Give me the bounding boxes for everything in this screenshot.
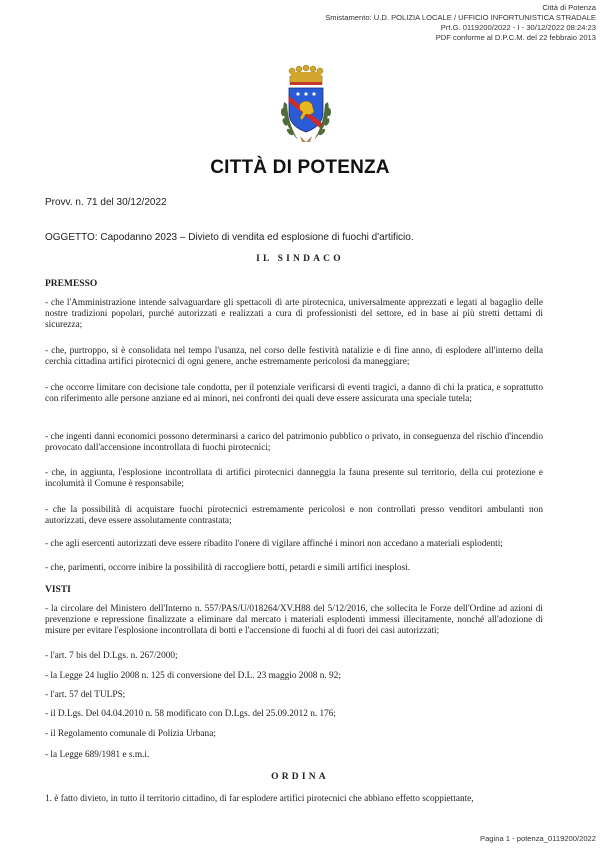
crown-icon — [289, 65, 323, 85]
visti-item: - l'art. 57 del TULPS; — [45, 690, 126, 700]
visti-item: - la Legge 24 luglio 2008 n. 125 di conversione del D.L. 23 maggio 2008 n. 92; — [45, 671, 341, 681]
provvedimento-number: Provv. n. 71 del 30/12/2022 — [45, 197, 167, 208]
ordina-item: 1. è fatto divieto, in tutto il territorio cittadino, di far esplodere artifici pirotecnici che abbiano effetto scoppiettante, — [45, 794, 474, 804]
visti-item: - il Regolamento comunale di Polizia Urbana; — [45, 729, 216, 739]
subject-line: OGGETTO: Capodanno 2023 – Divieto di vendita ed esplosione di fuochi d'artificio. — [45, 232, 414, 243]
coat-of-arms-icon — [276, 62, 336, 146]
il-sindaco-heading: IL SINDACO — [256, 254, 344, 264]
premesso-item: - che agli esercenti autorizzati deve essere ribadito l'onere di vigilare affinché i minori non accedano a materiali esplodenti; — [45, 539, 503, 549]
premesso-item: - che occorre limitare con decisione tale condotta, per il potenziale verificarsi di eventi tragici, a danno di chi la pratica, e soprattutto con riferimento alle persone anziane ed ai minori, nei confronti dei quali deve essere assicurata una speciale tutela; — [45, 383, 543, 404]
premesso-heading: PREMESSO — [45, 279, 98, 289]
protocol-stamp — [325, 3, 596, 43]
stamp-line-pdf: PDF conforme al D.P.C.M. del 22 febbraio 2013 — [435, 33, 596, 42]
visti-item: - il D.Lgs. Del 04.04.2010 n. 58 modificato con D.Lgs. del 25.09.2012 n. 176; — [45, 709, 337, 719]
page-title: CITTÀ DI POTENZA — [210, 157, 390, 178]
stamp-line-city: Città di Potenza — [542, 3, 596, 12]
visti-item: - la circolare del Ministero dell'Interno n. 557/PAS/U/018264/XV.H88 del 5/12/2016, che sollecita le Forze dell'Ordine ad azioni di prevenzione e repressione finalizzate a eliminare dal mercato i materiali esplodenti immessi illecitamente, nonché all'adozione di misure per evitare l'esplosione incontrollata di botti e l'accensione di fuochi al di fuori dei casi autorizzati; — [45, 604, 543, 636]
premesso-item: - che, parimenti, occorre inibire la possibilità di raccogliere botti, petardi e simili artifici inesplosi. — [45, 563, 411, 573]
visti-item: - la Legge 689/1981 e s.m.i. — [45, 750, 150, 760]
premesso-item: - che la possibilità di acquistare fuochi pirotecnici estremamente pericolosi e non controllati presso venditori ambulanti non autorizzati, deve essere assolutamente contrastata; — [45, 505, 543, 526]
ordina-heading: ORDINA — [271, 772, 329, 782]
shield-icon — [289, 88, 323, 132]
premesso-item: - che, purtroppo, si è consolidata nel tempo l'usanza, nel corso delle festività natalizie e di fine anno, di esplodere all'interno della cerchia cittadina artifici pirotecnici di ogni genere, anche estremamente pericolosi da maneggiare; — [45, 346, 543, 367]
stamp-line-routing: Smistamento: U.D. POLIZIA LOCALE / UFFICIO INFORTUNISTICA STRADALE — [325, 13, 596, 22]
visti-heading: VISTI — [45, 585, 71, 595]
visti-item: - l'art. 7 bis del D.Lgs. n. 267/2000; — [45, 651, 178, 661]
premesso-item: - che ingenti danni economici possono determinarsi a carico del patrimonio pubblico o privato, in conseguenza del rischio d'incendio provocato dall'accensione incontrollata di fuochi pirotecnici; — [45, 432, 543, 453]
stamp-line-protocol: Prt.G. 0119200/2022 - I - 30/12/2022 08:24:23 — [440, 23, 596, 32]
page-footer: Pagina 1 - potenza_0119200/2022 — [480, 834, 596, 843]
premesso-item: - che, in aggiunta, l'esplosione incontrollata di artifici pirotecnici danneggia la fauna presente sul territorio, della cui protezione e incolumità il Comune è responsabile; — [45, 468, 543, 489]
premesso-item: - che l'Amministrazione intende salvaguardare gli spettacoli di arte pirotecnica, universalmente apprezzati e legati al bagaglio delle nostre tradizioni popolari, purché autorizzati e realizzati a cura di professionisti del settore, ed in base ai più stretti dettami di sicurezza; — [45, 298, 543, 330]
